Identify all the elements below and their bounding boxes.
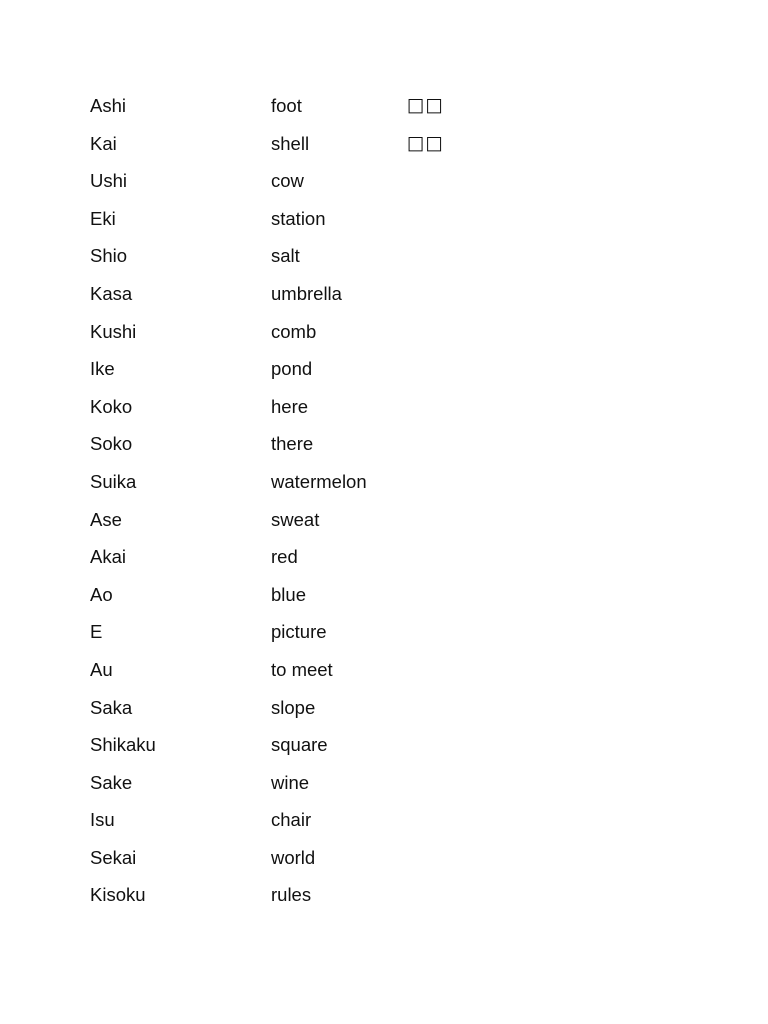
romaji-word: E xyxy=(90,621,103,643)
vocabulary-row xyxy=(90,468,467,506)
english-meaning: cow xyxy=(271,170,304,192)
romaji-word: Ao xyxy=(90,583,113,605)
romaji-word: Isu xyxy=(90,809,115,831)
english-meaning: slope xyxy=(271,696,316,718)
vocabulary-row xyxy=(90,205,467,243)
english-meaning: umbrella xyxy=(271,282,342,304)
romaji-word: Ashi xyxy=(90,95,126,116)
kana-glyphs xyxy=(407,167,467,205)
kana-glyphs xyxy=(407,543,467,581)
vocabulary-row xyxy=(90,806,467,844)
kana-glyphs xyxy=(407,430,467,468)
romaji-word: Sake xyxy=(90,771,133,793)
kana-glyphs xyxy=(407,656,467,694)
romaji-word: Suika xyxy=(90,470,137,492)
vocabulary-row xyxy=(90,581,467,619)
kana-glyphs xyxy=(407,694,467,732)
vocabulary-row xyxy=(90,242,467,280)
romaji-word: Au xyxy=(90,658,113,680)
kana-glyphs: □□ xyxy=(407,95,444,116)
romaji-word: Kasa xyxy=(90,282,133,304)
romaji-word: Shio xyxy=(90,245,128,267)
english-meaning: shell xyxy=(271,132,310,154)
kana-glyphs xyxy=(407,355,467,393)
vocabulary-table xyxy=(90,92,467,919)
kana-glyphs xyxy=(407,468,467,506)
kana-glyphs xyxy=(407,844,467,882)
romaji-word: Saka xyxy=(90,696,133,718)
kana-glyphs xyxy=(407,242,467,280)
kana-glyphs xyxy=(407,205,467,243)
vocabulary-row xyxy=(90,694,467,732)
romaji-word: Akai xyxy=(90,546,126,568)
english-meaning: to meet xyxy=(271,658,333,680)
kana-glyphs xyxy=(407,806,467,844)
vocabulary-row xyxy=(90,731,467,769)
kana-glyphs xyxy=(407,618,467,656)
vocabulary-row xyxy=(90,355,467,393)
english-meaning: blue xyxy=(271,583,306,605)
vocabulary-table-body xyxy=(90,92,467,919)
kana-glyphs xyxy=(407,318,467,356)
vocabulary-row xyxy=(90,393,467,431)
vocabulary-row xyxy=(90,92,467,130)
english-meaning: salt xyxy=(271,245,300,267)
romaji-word: Eki xyxy=(90,207,116,229)
kana-glyphs xyxy=(407,280,467,318)
vocabulary-row xyxy=(90,318,467,356)
kana-glyphs xyxy=(407,393,467,431)
vocabulary-row xyxy=(90,430,467,468)
vocabulary-row xyxy=(90,656,467,694)
romaji-word: Ushi xyxy=(90,170,128,192)
english-meaning: there xyxy=(271,433,314,455)
kana-glyphs: □□ xyxy=(407,132,444,154)
english-meaning: comb xyxy=(271,320,317,342)
vocabulary-row xyxy=(90,881,467,919)
english-meaning: here xyxy=(271,395,309,417)
romaji-word: Kisoku xyxy=(90,884,146,906)
vocabulary-row xyxy=(90,844,467,882)
english-meaning: watermelon xyxy=(271,470,367,492)
vocabulary-row xyxy=(90,543,467,581)
english-meaning: sweat xyxy=(271,508,320,530)
english-meaning: red xyxy=(271,546,298,568)
vocabulary-row xyxy=(90,769,467,807)
romaji-word: Soko xyxy=(90,433,133,455)
romaji-word: Kai xyxy=(90,132,117,154)
kana-glyphs xyxy=(407,581,467,619)
vocabulary-row xyxy=(90,618,467,656)
romaji-word: Ase xyxy=(90,508,122,530)
english-meaning: rules xyxy=(271,884,312,906)
romaji-word: Koko xyxy=(90,395,133,417)
vocabulary-row xyxy=(90,167,467,205)
english-meaning: station xyxy=(271,207,326,229)
kana-glyphs xyxy=(407,881,467,919)
kana-glyphs xyxy=(407,731,467,769)
english-meaning: foot xyxy=(271,95,302,116)
vocabulary-row xyxy=(90,280,467,318)
kana-glyphs xyxy=(407,769,467,807)
romaji-word: Kushi xyxy=(90,320,137,342)
english-meaning: world xyxy=(271,846,316,868)
romaji-word: Sekai xyxy=(90,846,137,868)
vocabulary-row xyxy=(90,506,467,544)
english-meaning: pond xyxy=(271,358,313,380)
vocabulary-row xyxy=(90,130,467,168)
romaji-word: Ike xyxy=(90,358,115,380)
english-meaning: square xyxy=(271,734,328,756)
english-meaning: wine xyxy=(271,771,310,793)
english-meaning: picture xyxy=(271,621,327,643)
english-meaning: chair xyxy=(271,809,312,831)
kana-glyphs xyxy=(407,506,467,544)
romaji-word: Shikaku xyxy=(90,734,156,756)
